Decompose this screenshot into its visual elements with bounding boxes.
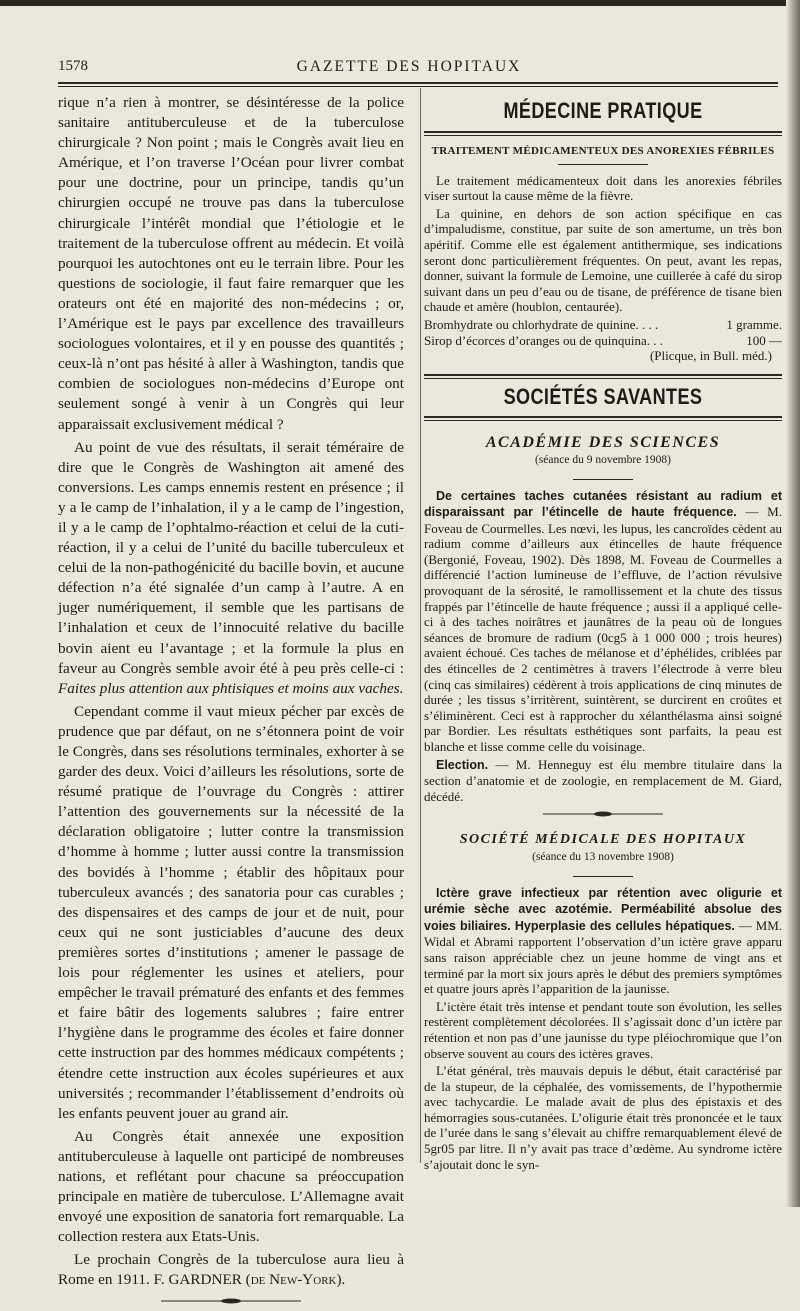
- article-lead: Election.: [436, 757, 489, 772]
- scan-top-edge: [0, 0, 800, 6]
- section-rule: [424, 131, 782, 136]
- page-number: 1578: [58, 58, 88, 74]
- paragraph: Le traitement médicamenteux doit dans les anorexies fébriles viser surtout la cause même de la fièvre.: [424, 172, 782, 204]
- paragraph: Le prochain Congrès de la tuberculose aura lieu à Rome en 1911. F. GARDNER (de New-York).: [58, 1251, 404, 1289]
- recipe-line: Bromhydrate ou chlorhydrate de quinine. . . . 1 gramme.: [424, 316, 782, 332]
- paragraph: rique n’a rien à montrer, se désintéresse de la police sanitaire antituberculeuse et de la tuberculose chirurgicale ? Non point ; mais le Congrès avait lieu en Amérique, et l’on traverse l’Océan pour livrer combat pour une doctrine, pour un principe, tandis qu’un chirurgien occupé ne trouve pas dans la tuberculose chirurgicale l’intérêt mondial que l’étiologie et le traitement de la tuberculose offrent au médecin. Et voilà pourquoi les autochtones ont eu le terrain libre. Pour les questions de sociologie, il faut faire remarquer que les orateurs ont été en majorité des non-médecins ; or, l’Amérique est le pays par excellence des travailleurs sociologues volontaires, et il y en pousse des quantités ; ceux-là n’ont pas hésité à aller à Washington, tandis que combien de sociologues non-médecins d’Europe ont seulement songé à venir à un Congrès qui leur apparaissait exclusivement médical ?: [58, 94, 404, 433]
- ornament-divider: [161, 1297, 301, 1305]
- section-title-societes: SOCIÉTÉS SAVANTES: [503, 383, 703, 409]
- header-rule-thin: [58, 86, 778, 87]
- right-column: [424, 93, 782, 1174]
- left-column: [58, 93, 404, 1311]
- section-rule: [424, 374, 782, 379]
- paragraph: Au point de vue des résultats, il serait téméraire de dire que le Congrès de Washington ait amené des conversions. Les camps ennemis restent en présence ; il y a le camp de l’inhalation, il y a le camp de l’ingestion, il y a le camp de l’ophtalmo-réaction et celui de la cuti-réaction, il y a celui de l’unité du bacille tuberculeux et celui de la non-pathogénicité du bacille bovin, et aucune défection n’a été signalée d’un camp à l’autre. A en juger numériquement, il semble que les partisans de l’inhalation et ceux de l’innocuité relative du bacille bovin aient eu l’avantage ; et la formule la plus en faveur au Congrès semble avoir été à peu près celle-ci : Faites plus attention aux phtisiques et moins aux vaches.: [58, 438, 404, 697]
- paragraph: Election. — M. Henneguy est élu membre titulaire dans la section d’anatomie et de zoologie, en remplacement de M. Giard, décédé.: [424, 756, 783, 804]
- paragraph: Au Congrès était annexée une exposition antituberculeuse à laquelle ont participé de nombreuses nations, et reflétant pour chacune sa préoccupation principale en matière de tuberculose. L’Allemagne avait envoyé une exposition de sanatoria fort remarquable. La collection restera aux Etats-Unis.: [58, 1127, 404, 1246]
- paragraph: De certaines taches cutanées résistant au radium et disparaissant par l’étincelle de haute fréquence. — M. Foveau de Courmelles. Les nœvi, les lupus, les cancroïdes cèdent au radium comme d’ailleurs aux étincelles de haute fréquence (Bergonié, Foveau, 1902). Dès 1898, M. Foveau de Courmelles a différencié l’action lumineuse de l’effluve, de l’action révulsive provoquant de la sérosité, le ramollissement et la chute des tissus frappés par l’étincelle de haute fréquence ; aussi il a appliqué celle-ci à des taches noirâtres et jaunâtres de la peau où de longues séances de bromure de radium (0cg5 à 1 000 000 ; trois heures) avaient échoué. Ces taches de mélanose et d’éphélides, criblées par des étincelles de 2 centimètres à travers l’électrode à verre bleu (cinq cas similaires) cédèrent à trois applications de cinq minutes de durée ; les tissus s’irritèrent, suintèrent, se durcirent en croûtes et s’éliminèrent. Ceci est à rapprocher du xélanthélasma ainsi soigné par Bordier. Les résultats esthétiques sont parfaits, la peau est blanche et lisse comme celle du voisinage.: [424, 488, 782, 754]
- societe-title: SOCIÉTÉ MÉDICALE DES HOPITAUX: [459, 832, 747, 848]
- short-rule: [573, 876, 633, 877]
- academie-title: ACADÉMIE DES SCIENCES: [485, 434, 721, 452]
- seance-date: (séance du 13 novembre 1908): [532, 850, 674, 863]
- page-header: [58, 58, 760, 80]
- reference: (Plicque, in Bull. méd.): [649, 348, 772, 364]
- short-rule: [573, 479, 633, 480]
- column-divider: [420, 88, 421, 1163]
- paragraph: Ictère grave infectieux par rétention avec oligurie et urémie sèche avec azotémie. Perméabilité absolue des voies biliaires. Hyperplasie des cellules hépatiques. — MM. Widal et Abrami rapportent l’observation d’un ictère grave apparu sans raison appréciable chez un jeune homme de vingt ans et terminé par la mort six jours après le début des premiers symptômes et quatre jours après l’apparition de la jaunisse.: [424, 885, 783, 997]
- section-title-medecine: MÉDECINE PRATIQUE: [503, 98, 703, 123]
- header-rule: [58, 82, 778, 84]
- article-lead: Ictère grave infectieux par rétention avec oligurie et urémie sèche avec azotémie. Perméabilité absolue des voies biliaires. Hyperplasie des cellules hépatiques.: [424, 885, 782, 933]
- journal-title: GAZETTE DES HOPITAUX: [296, 58, 522, 75]
- recipe-line: Sirop d’écorces d’oranges ou de quinquina. . . 100 —: [424, 332, 782, 348]
- article-title: TRAITEMENT MÉDICAMENTEUX DES ANOREXIES FÉBRILES: [431, 144, 775, 157]
- paragraph: L’état général, très mauvais depuis le début, était caractérisé par de la stupeur, de la céphalée, des vomissements, de l’hypothermie avec tachycardie. Le malade avait de plus des épistaxis et des hémorragies sous-cutanées. L’oligurie était très prononcée et le taux de l’urée dans le sang s’élevait au chiffre remarquablement élevé de 5gr05 par litre. Il n’y avait pas trace d’œdème. Au syndrome ictère s’ajoutait donc le syn-: [424, 1063, 782, 1172]
- seance-date: (séance du 9 novembre 1908): [534, 453, 672, 466]
- scan-right-edge: [786, 0, 800, 1207]
- paragraph: Cependant comme il vaut mieux pécher par excès de prudence que par défaut, on ne s’étonnera point de voir le Congrès, dans ses résolutions terminales, exhorter à se garder des deux. Voici d’ailleurs les résolutions, sorte de résumé pratique de l’ouvrage du Congrès : attirer l’attention des gouvernements sur la nécessité de la déclaration obligatoire ; lutter contre la transmission d’homme à homme ; lutter aussi contre la transmission des bovidés à l’homme ; établir des hôpitaux pour tuberculeux avancés ; des sanatoria pour cas curables ; des dispensaires et des camps de jour et de nuit, pour ceux qui ne sont justiciables d’aucune des deux premières sortes d’institutions ; amener le passage de lois pour réglementer les usines et ateliers, pour empêcher le travail prématuré des enfants et des femmes et faire bâtir des logements salubres ; faire entrer l’hygiène dans le programme des écoles et faire donner cette instruction par des hommes médicaux compétents ; étendre cette instruction aux écoles supérieures et aux universités ; recommander l’établissement d’endroits où les enfants peuvent jouer au grand air.: [58, 702, 404, 1122]
- section-rule: [424, 416, 782, 421]
- author-signature: F. GARDNER (de New-York).: [153, 1271, 346, 1289]
- article-lead: De certaines taches cutanées résistant au radium et disparaissant par l’étincelle de haute fréquence.: [424, 488, 782, 520]
- paragraph: L’ictère était très intense et pendant toute son évolution, les selles restèrent complètement décolorées. Il s’agissait donc d’un ictère par rétention et non pas d’une jaunisse du type pléiochromique que l’on observe souvent au cours des ictères graves.: [424, 998, 782, 1061]
- quoted-formula: Faites plus attention aux phtisiques et moins aux vaches.: [58, 679, 404, 697]
- ornament-divider: [543, 810, 663, 818]
- short-rule: [558, 164, 648, 165]
- paragraph: La quinine, en dehors de son action spécifique en cas d’impaludisme, constitue, par suite de son amertume, un très bon apéritif. Comme elle est également antithermique, ses indications seront donc particulièrement fréquentes. On peut, avant les repas, donner, suivant la formule de Lemoine, une cuillerée à café du sirop suivant dans un peu d’eau ou de tisane, de préférence de tisane bien chaude et amère (houblon, centaurée).: [424, 205, 782, 315]
